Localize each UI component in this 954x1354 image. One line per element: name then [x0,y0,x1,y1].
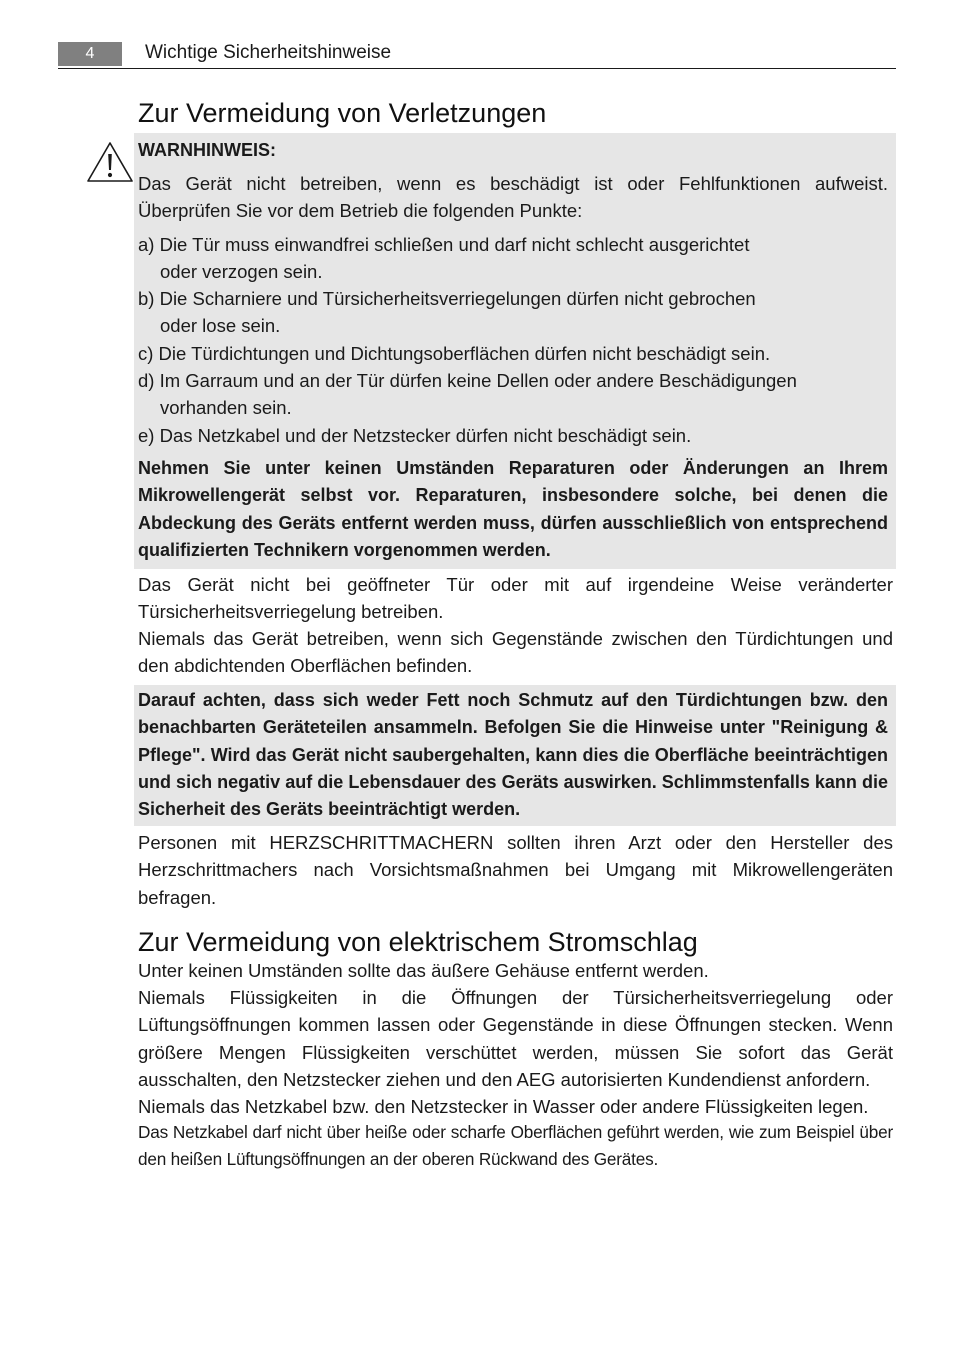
list-item-continuation: vorhanden sein. [160,397,292,419]
list-item-text: d) Im Garraum und an der Tür dürfen keine Dellen oder andere Beschädigungen [138,370,797,391]
header-divider [58,68,896,69]
cleaning-warning: Darauf achten, dass sich weder Fett noch Schmutz auf den Türdichtungen bzw. den benachbarten Geräteteilen ansammeln. Befolgen Sie die Hinweise unter "Reinigung & Pflege". Wird das Gerät nicht saubergehalten, kann dies die Oberfläche beeinträchtigen und sich negativ auf die Lebensdauer des Geräts auswirken. Schlimmstenfalls kann die Sicherheit des Geräts beeinträchtigt werden. [138,690,888,820]
repair-warning: Nehmen Sie unter keinen Umständen Reparaturen oder Änderungen an Ihrem Mikrowellengerät selbst vor. Reparaturen, insbesondere solche, bei denen die Abdeckung des Geräts entfernt werden muss, dürfen ausschließlich von entsprechend qualifizierten Technikern vorgenommen werden. [138,458,888,560]
list-item-text: c) Die Türdichtungen und Dichtungsoberflächen dürfen nicht beschädigt sein. [138,343,771,364]
list-item-continuation: oder verzogen sein. [160,261,323,283]
list-item [138,231,838,286]
housing-paragraph: Unter keinen Umständen sollte das äußere Gehäuse entfernt werden. [138,960,709,981]
liquids-paragraph: Niemals Flüssigkeiten in die Öffnungen der Türsicherheitsverriegelung oder Lüftungsöffnungen kommen lassen oder Gegenstände in diese Öffnungen stecken. Wenn größere Mengen Flüssigkeiten verschüttet werden, müssen Sie sofort das Gerät ausschalten, den Netzstecker ziehen und den AEG autorisierten Kundendienst anfordern. [138,987,893,1090]
warning-label: WARNHINWEIS: [138,140,276,160]
cable-paragraph: Das Netzkabel darf nicht über heiße oder scharfe Oberflächen geführt werden, wie zum Beispiel über den heißen Lüftungsöffnungen an der oberen Rückwand des Gerätes. [138,1122,893,1170]
list-item-continuation: oder lose sein. [160,315,281,337]
running-header: Wichtige Sicherheitshinweise [145,42,392,63]
warning-intro: Das Gerät nicht betreiben, wenn es beschädigt ist oder Fehlfunktionen aufweist. Überprüfen Sie vor dem Betrieb die folgenden Punkte: [138,173,888,222]
list-item [138,285,838,340]
list-item [138,367,838,422]
list-item-text: a) Die Tür muss einwandfrei schließen und darf nicht schlecht ausgerichtet [138,234,750,255]
seal-paragraph: Niemals das Gerät betreiben, wenn sich Gegenstände zwischen den Türdichtungen und den abdichtenden Oberflächen befinden. [138,628,893,677]
list-item-text: b) Die Scharniere und Türsicherheitsverriegelungen dürfen nicht gebrochen [138,288,756,309]
list-item [138,422,838,449]
section-title-injury: Zur Vermeidung von Verletzungen [138,98,547,128]
list-item [138,340,838,367]
pacemaker-paragraph: Personen mit HERZSCHRITTMACHERN sollten ihren Arzt oder den Hersteller des Herzschrittmachers nach Vorsichtsmaßnahmen bei Umgang mit Mikrowellengeräten befragen. [138,832,893,908]
water-paragraph: Niemals das Netzkabel bzw. den Netzstecker in Wasser oder andere Flüssigkeiten legen. [138,1096,869,1117]
section-title-shock: Zur Vermeidung von elektrischem Stromschlag [138,927,698,957]
door-paragraph: Das Gerät nicht bei geöffneter Tür oder mit auf irgendeine Weise veränderter Türsicherheitsverriegelung betreiben. [138,574,893,623]
warning-triangle-icon [86,141,134,183]
page-number: 4 [58,42,122,66]
list-item-text: e) Das Netzkabel und der Netzstecker dürfen nicht beschädigt sein. [138,425,692,446]
